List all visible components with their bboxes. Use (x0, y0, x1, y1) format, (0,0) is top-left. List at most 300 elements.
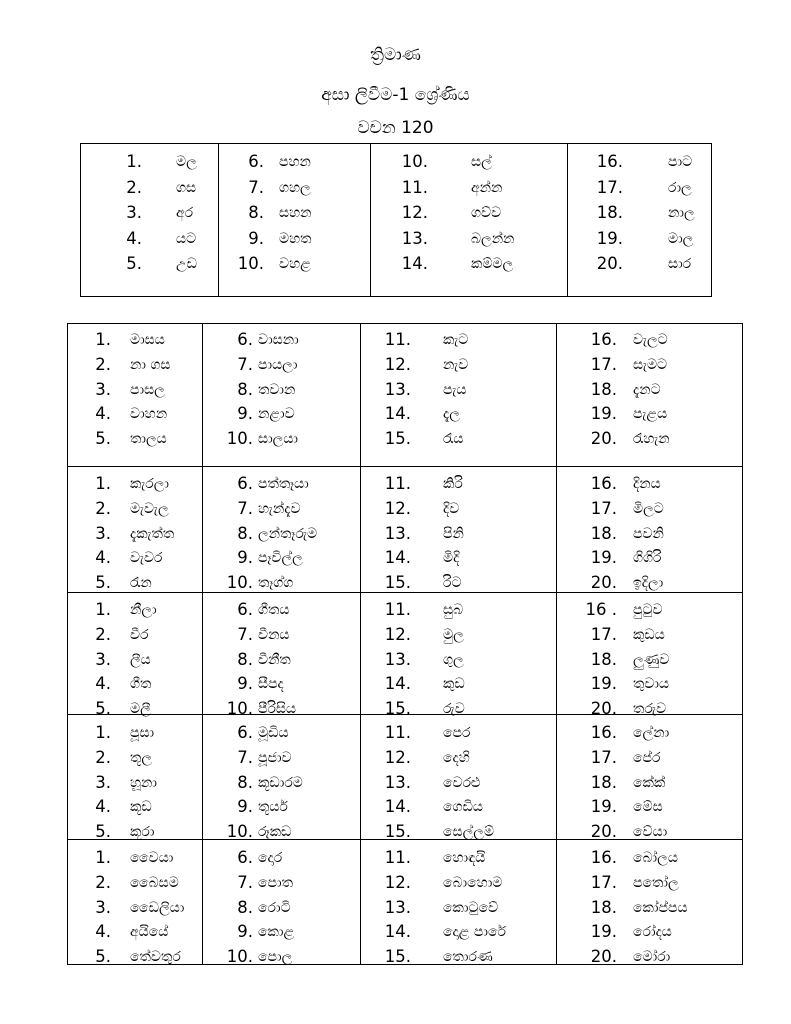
word-group-cell (203, 715, 361, 840)
entry-number: 14. (384, 922, 411, 942)
entry-number: 15. (384, 947, 411, 967)
entry-number: 1. (95, 474, 111, 493)
word-entry (203, 672, 360, 696)
word-group-cell (371, 144, 568, 297)
entry-word: කේක් (633, 774, 666, 791)
entry-number: 4. (95, 674, 111, 694)
word-entry (68, 402, 202, 426)
word-group-cell (557, 715, 743, 840)
entry-number: 12. (384, 872, 411, 892)
entry-number: 10. (226, 429, 253, 449)
entry-word: බලන්න (471, 230, 515, 247)
word-entry (361, 820, 556, 844)
word-entry (568, 150, 711, 174)
entry-word: වීර (130, 626, 149, 643)
entry-number: 5. (95, 822, 111, 842)
word-entry (557, 672, 742, 696)
entry-word: දැල (443, 406, 460, 423)
entry-number: 2. (95, 747, 111, 767)
entry-number: 10. (401, 152, 428, 171)
entry-number: 10. (226, 699, 253, 719)
entry-word: ඉදිලා (633, 575, 664, 592)
entry-word: නා ගස (130, 356, 171, 373)
entry-number: 17. (590, 354, 617, 374)
word-entry (219, 150, 370, 174)
entry-word: බොහොම (443, 874, 503, 891)
entry-number: 8. (248, 203, 264, 222)
entry-word: රුව (443, 701, 465, 718)
entry-word: නළාව (258, 406, 295, 423)
entry-number: 17. (590, 747, 617, 767)
word-entry (81, 252, 218, 276)
entry-number: 13. (384, 523, 411, 543)
word-entry (68, 920, 202, 944)
entry-word: රැය (443, 431, 464, 448)
entry-number: 10. (237, 254, 264, 273)
entry-number: 16. (590, 848, 617, 867)
entry-word: බෝලය (633, 850, 678, 866)
entry-word: සෙල්ලම් (443, 824, 495, 841)
table-row (68, 715, 743, 840)
entry-word: ගීතය (258, 602, 290, 618)
word-count: වචන 120 (357, 118, 434, 138)
word-entry (81, 150, 218, 174)
entry-number: 14. (401, 254, 428, 273)
entry-word: කැරලා (130, 476, 170, 492)
entry-number: 11. (401, 177, 428, 197)
entry-number: 9. (248, 228, 264, 248)
entry-word: පොල (258, 949, 293, 966)
word-entry (361, 522, 556, 546)
entry-word: ගහල (279, 179, 311, 196)
entry-word: සුබ (443, 602, 464, 618)
entry-word: බෛසම (130, 874, 179, 891)
entry-number: 6. (237, 600, 253, 619)
word-entry (68, 623, 202, 647)
word-entry (361, 871, 556, 895)
entry-number: 5. (95, 699, 111, 719)
word-entry (371, 252, 567, 276)
word-group-cell (557, 840, 743, 965)
entry-word: වාසනා (258, 332, 299, 348)
word-entry (203, 402, 360, 426)
entry-number: 2. (95, 498, 111, 518)
word-entry (68, 546, 202, 570)
word-group-cell (361, 593, 557, 719)
entry-number: 7. (237, 747, 253, 767)
entry-word: පැය (443, 381, 467, 398)
entry-word: ගව්ව (471, 205, 502, 221)
entry-word: හූනා (130, 774, 157, 791)
entry-word: තේවතුර (130, 949, 181, 966)
entry-word: පූසා (130, 725, 155, 741)
entry-number: 3. (126, 203, 142, 222)
entry-number: 17. (590, 872, 617, 892)
entry-number: 10. (226, 573, 253, 593)
entry-word: නාල (668, 205, 695, 221)
entry-number: 7. (237, 872, 253, 892)
entry-number: 6. (237, 474, 253, 493)
entry-word: පේර (633, 749, 661, 766)
entry-number: 13. (384, 897, 411, 917)
entry-number: 15. (384, 573, 411, 593)
entry-word: කැට (443, 332, 469, 348)
word-group-cell (361, 467, 557, 593)
entry-number: 12. (384, 354, 411, 374)
word-entry (81, 176, 218, 200)
word-entry (557, 896, 742, 920)
word-entry (219, 201, 370, 225)
word-entry (203, 598, 360, 622)
entry-number: 3. (95, 649, 111, 669)
word-entry (361, 697, 556, 721)
word-entry (557, 353, 742, 377)
word-entry (68, 871, 202, 895)
entry-word: වහළ (279, 256, 311, 272)
entry-word: වේයා (633, 824, 668, 841)
word-entry (557, 497, 742, 521)
entry-word: ඩෛලියා (130, 899, 185, 916)
word-entry (557, 522, 742, 546)
entry-number: 4. (95, 922, 111, 942)
entry-word: තූල (130, 749, 153, 766)
entry-word: මුල (443, 626, 464, 643)
entry-word: තවාන (258, 381, 296, 398)
word-entry (557, 402, 742, 426)
entry-number: 2. (126, 177, 142, 197)
word-entry (68, 648, 202, 672)
entry-word: පාසල (130, 381, 165, 398)
word-entry (203, 820, 360, 844)
word-entry (557, 721, 742, 745)
word-entry (68, 353, 202, 377)
entry-number: 18. (596, 203, 623, 222)
entry-number: 3. (95, 897, 111, 917)
word-group-cell (68, 715, 203, 840)
word-entry (557, 871, 742, 895)
word-entry (371, 176, 567, 200)
entry-number: 4. (126, 228, 142, 248)
word-group-cell (361, 715, 557, 840)
word-entry (68, 571, 202, 595)
entry-word: රැහැන (633, 431, 670, 448)
entry-number: 10. (226, 947, 253, 967)
word-entry (68, 721, 202, 745)
entry-number: 3. (95, 523, 111, 543)
word-group-cell (203, 467, 361, 593)
word-entry (361, 378, 556, 402)
word-entry (361, 472, 556, 496)
entry-number: 13. (384, 379, 411, 399)
entry-number: 13. (384, 649, 411, 669)
word-entry (203, 648, 360, 672)
word-group-cell (203, 840, 361, 965)
word-entry (371, 227, 567, 251)
entry-number: 15. (384, 699, 411, 719)
entry-word: යට (176, 230, 197, 247)
word-entry (219, 227, 370, 251)
entry-word: හැන්දැව (258, 500, 301, 517)
word-group-cell (219, 144, 371, 297)
entry-word: වැලට (633, 332, 668, 348)
entry-word: තොරණ (443, 949, 493, 966)
word-entry (203, 328, 360, 352)
entry-number: 5. (126, 254, 142, 273)
word-entry (557, 648, 742, 672)
entry-number: 16. (590, 474, 617, 493)
entry-number: 15. (384, 429, 411, 449)
entry-number: 14. (384, 404, 411, 424)
entry-number: 17. (590, 498, 617, 518)
entry-word: අන්න (471, 179, 503, 196)
entry-word: අයියේ (130, 924, 169, 941)
word-entry (203, 546, 360, 570)
entry-number: 7. (237, 354, 253, 374)
entry-word: දැනට (633, 381, 661, 398)
word-entry (68, 672, 202, 696)
entry-word: පීරිසිය (258, 701, 297, 718)
entry-number: 19. (590, 674, 617, 694)
entry-number: 4. (95, 797, 111, 817)
entry-number: 7. (237, 498, 253, 518)
entry-number: 2. (95, 624, 111, 644)
entry-word: ලන්තෑරුම (258, 525, 318, 542)
word-entry (361, 771, 556, 795)
entry-number: 1. (95, 330, 111, 349)
entry-number: 18. (590, 772, 617, 792)
entry-word: නැව (443, 356, 469, 373)
entry-number: 9. (237, 548, 253, 568)
word-entry (361, 623, 556, 647)
word-entry (203, 623, 360, 647)
word-entry (203, 571, 360, 595)
entry-number: 19. (596, 228, 623, 248)
entry-word: කුඩය (633, 626, 665, 643)
word-entry (68, 522, 202, 546)
word-group-cell (68, 324, 203, 467)
entry-word: ගුල (443, 651, 464, 668)
word-entry (203, 746, 360, 770)
word-entry (81, 201, 218, 225)
word-entry (68, 846, 202, 870)
entry-word: ගිගිරි (633, 550, 662, 567)
entry-word: තුවාය (633, 676, 670, 693)
table-row (68, 467, 743, 593)
entry-number: 11. (384, 600, 411, 619)
entry-word: මිලට (633, 500, 664, 517)
entry-word: මහත (279, 230, 312, 247)
entry-word: කිරි (443, 476, 463, 492)
entry-number: 17. (590, 624, 617, 644)
entry-number: 17. (596, 177, 623, 197)
entry-number: 5. (95, 429, 111, 449)
word-entry (371, 150, 567, 174)
word-entry (68, 896, 202, 920)
entry-word: පතෝල (633, 874, 679, 891)
word-group-cell (68, 593, 203, 719)
word-entry (361, 896, 556, 920)
entry-number: 12. (384, 624, 411, 644)
entry-number: 19. (590, 404, 617, 424)
entry-word: වීනය (258, 626, 290, 643)
word-entry (203, 721, 360, 745)
entry-word: රිට (443, 575, 462, 592)
entry-number: 8. (237, 897, 253, 917)
entry-number: 1. (95, 600, 111, 619)
word-entry (203, 871, 360, 895)
word-entry (361, 920, 556, 944)
entry-word: අර (176, 205, 194, 221)
entry-word: සාර (668, 256, 692, 272)
word-entry (68, 378, 202, 402)
entry-number: 12. (401, 203, 428, 222)
word-entry (361, 353, 556, 377)
word-entry (557, 427, 742, 451)
entry-word: මූඩිය (258, 725, 289, 741)
word-entry (203, 378, 360, 402)
entry-number: 1. (95, 848, 111, 867)
table-row (68, 593, 743, 715)
word-table-first (80, 143, 712, 297)
entry-word: කූඩ (130, 799, 152, 816)
entry-number: 18. (590, 649, 617, 669)
entry-number: 13. (384, 772, 411, 792)
entry-word: මිදි (443, 550, 460, 567)
entry-number: 20. (590, 573, 617, 593)
entry-number: 7. (248, 177, 264, 197)
entry-word: දෙහි (443, 749, 470, 766)
word-group-cell (361, 840, 557, 965)
entry-word: කුඩ (443, 676, 465, 693)
entry-word: පායලා (258, 356, 298, 373)
entry-word: කොටුවේ (443, 899, 499, 916)
entry-number: 18. (590, 897, 617, 917)
entry-word: මල (176, 154, 197, 170)
entry-word: සහන (279, 205, 312, 221)
entry-word: මැවැල (130, 500, 169, 517)
entry-number: 8. (237, 772, 253, 792)
word-entry (68, 472, 202, 496)
entry-number: 14. (384, 548, 411, 568)
word-entry (557, 846, 742, 870)
word-entry (361, 795, 556, 819)
entry-number: 6. (237, 330, 253, 349)
entry-word: පෙර (443, 725, 471, 741)
word-entry (568, 227, 711, 251)
entry-word: පැළය (633, 406, 668, 423)
entry-number: 12. (384, 498, 411, 518)
entry-word: මේස (633, 799, 663, 816)
entry-number: 9. (237, 797, 253, 817)
entry-number: 20. (590, 699, 617, 719)
entry-word: පහන (279, 154, 311, 170)
word-entry (557, 472, 742, 496)
word-entry (557, 945, 742, 969)
word-entry (203, 771, 360, 795)
word-group-cell (68, 467, 203, 593)
entry-number: 8. (237, 649, 253, 669)
entry-number: 16. (590, 330, 617, 349)
word-entry (361, 427, 556, 451)
entry-word: දිව (443, 500, 460, 517)
word-entry (371, 201, 567, 225)
word-entry (81, 227, 218, 251)
word-entry (68, 746, 202, 770)
entry-word: රෝදය (633, 924, 672, 941)
word-entry (361, 497, 556, 521)
entry-word: මාල (668, 230, 694, 247)
word-group-cell (203, 324, 361, 467)
word-entry (203, 522, 360, 546)
word-entry (203, 846, 360, 870)
entry-word: දිනය (633, 476, 661, 492)
entry-word: පත්තෑයා (258, 476, 309, 492)
word-entry (557, 546, 742, 570)
word-group-cell (68, 840, 203, 965)
entry-number: 18. (590, 523, 617, 543)
entry-number: 11. (384, 848, 411, 867)
entry-number: 16. (596, 152, 623, 171)
table-row (68, 840, 743, 965)
entry-word: කම්මල (471, 256, 514, 272)
entry-number: 9. (237, 674, 253, 694)
entry-word: රාල (668, 179, 692, 196)
word-entry (203, 945, 360, 969)
entry-number: 5. (95, 573, 111, 593)
word-entry (68, 427, 202, 451)
entry-number: 16. (590, 723, 617, 742)
entry-number: 6. (248, 152, 264, 171)
entry-word: දොළ පාරේ (443, 924, 506, 941)
word-table-main (67, 323, 743, 965)
entry-word: මලී (130, 701, 151, 718)
entry-number: 8. (237, 523, 253, 543)
entry-word: පොත (258, 874, 293, 891)
entry-number: 13. (401, 228, 428, 248)
entry-word: පුටුව (633, 602, 663, 618)
word-entry (557, 623, 742, 647)
entry-word: රොටි (258, 899, 291, 916)
entry-number: 20. (590, 429, 617, 449)
word-entry (203, 427, 360, 451)
word-group-cell (557, 324, 743, 467)
entry-word: වාහන (130, 406, 168, 423)
word-entry (361, 672, 556, 696)
word-group-cell (81, 144, 219, 297)
entry-word: රූකඩ (258, 824, 292, 841)
entry-word: සාලයා (258, 431, 299, 448)
entry-word: කෝප්පය (633, 899, 688, 916)
entry-word: ලුණුව (633, 651, 670, 668)
word-entry (557, 697, 742, 721)
entry-number: 15. (384, 822, 411, 842)
word-entry (557, 771, 742, 795)
entry-number: 7. (237, 624, 253, 644)
word-entry (361, 746, 556, 770)
entry-word: නීලා (130, 602, 157, 618)
entry-number: 19. (590, 797, 617, 817)
entry-word: ගස (176, 179, 197, 196)
entry-word: ලේනා (633, 725, 670, 741)
entry-word: වැවර (130, 550, 163, 567)
entry-word: මාසය (130, 332, 165, 348)
word-entry (203, 697, 360, 721)
word-entry (68, 497, 202, 521)
worksheet-subtitle: අසා ලිවීම-1 ශ්‍රේණිය (321, 85, 470, 105)
word-entry (68, 771, 202, 795)
word-entry (557, 746, 742, 770)
word-entry (219, 176, 370, 200)
